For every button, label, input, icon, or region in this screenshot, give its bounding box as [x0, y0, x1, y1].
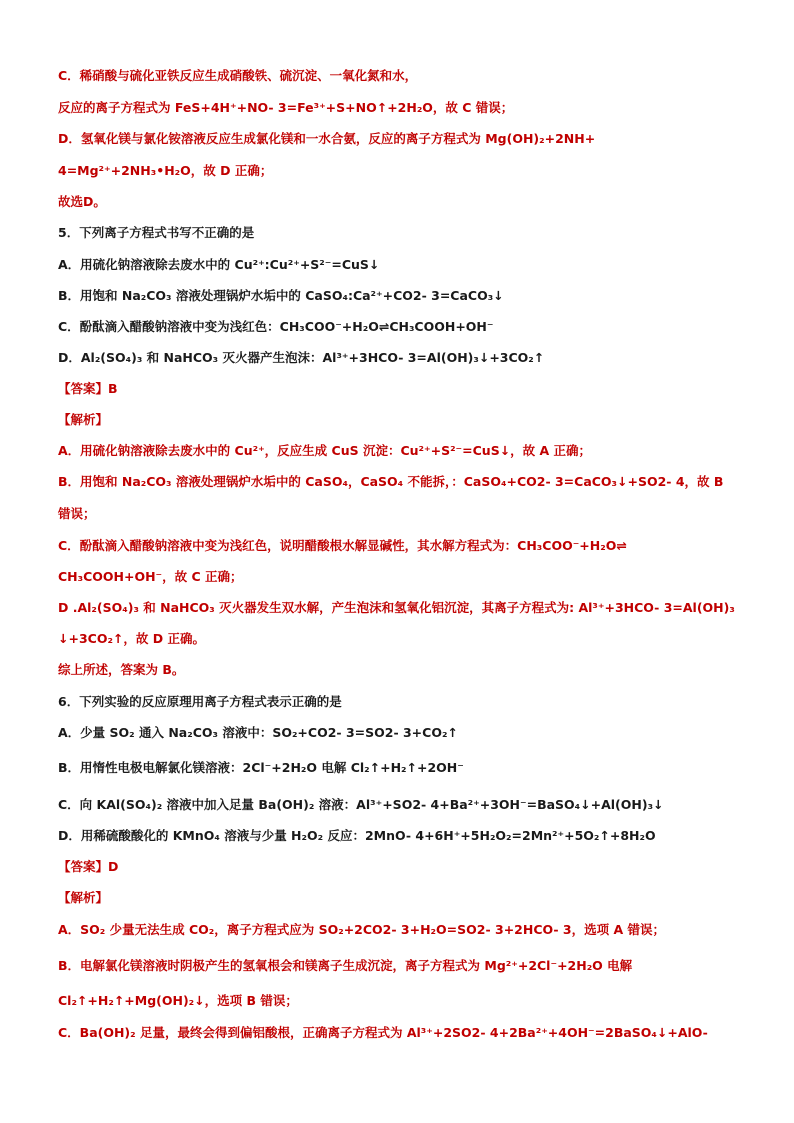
option-b: B．用惰性电极电解氯化镁溶液：2Cl⁻+2H₂O 电解 Cl₂↑+H₂↑+2OH⁻ — [58, 760, 464, 775]
text-line: B．电解氯化镁溶液时阴极产生的氢氧根会和镁离子生成沉淀，离子方程式为 Mg²⁺+2Cl⁻+2H₂O 电解 — [58, 958, 633, 973]
answer-label: 【答案】D — [58, 859, 119, 874]
text-line: D .Al₂(SO₄)₃ 和 NaHCO₃ 灭火器发生双水解，产生泡沫和氢氧化铝沉淀，其离子方程式为: Al³⁺+3HCO- 3=Al(OH)₃ — [58, 600, 735, 615]
answer-label: 【答案】B — [58, 381, 118, 396]
text-line: C．酚酞滴入醋酸钠溶液中变为浅红色，说明醋酸根水解显碱性，其水解方程式为：CH₃COO⁻+H₂O⇌ — [58, 538, 627, 553]
option-d: D．Al₂(SO₄)₃ 和 NaHCO₃ 灭火器产生泡沫：Al³⁺+3HCO- 3=Al(OH)₃↓+3CO₂↑ — [58, 350, 545, 365]
option-b: B．用饱和 Na₂CO₃ 溶液处理锅炉水垢中的 CaSO₄:Ca²⁺+CO2- 3=CaCO₃↓ — [58, 288, 504, 303]
text-line: ↓+3CO₂↑，故 D 正确。 — [58, 631, 205, 646]
text-line: 4=Mg²⁺+2NH₃•H₂O，故 D 正确； — [58, 163, 273, 178]
option-a: A．少量 SO₂ 通入 Na₂CO₃ 溶液中：SO₂+CO2- 3=SO2- 3+CO₂↑ — [58, 725, 458, 740]
text-line: 错误； — [58, 506, 96, 521]
option-d: D．用稀硫酸酸化的 KMnO₄ 溶液与少量 H₂O₂ 反应：2MnO- 4+6H⁺+5H₂O₂=2Mn²⁺+5O₂↑+8H₂O — [58, 828, 656, 843]
text-line: C．稀硝酸与硫化亚铁反应生成硝酸铁、硫沉淀、一氧化氮和水， — [58, 68, 418, 83]
text-line: 反应的离子方程式为 FeS+4H⁺+NO- 3=Fe³⁺+S+NO↑+2H₂O，故 C 错误； — [58, 100, 514, 115]
text-line: 综上所述，答案为 B。 — [58, 662, 185, 677]
text-line: C．Ba(OH)₂ 足量，最终会得到偏铝酸根，正确离子方程式为 Al³⁺+2SO2- 4+2Ba²⁺+4OH⁻=2BaSO₄↓+AlO- — [58, 1025, 708, 1040]
text-line: Cl₂↑+H₂↑+Mg(OH)₂↓，选项 B 错误； — [58, 993, 298, 1008]
text-line: A．SO₂ 少量无法生成 CO₂，离子方程式应为 SO₂+2CO2- 3+H₂O=SO2- 3+2HCO- 3，选项 A 错误； — [58, 922, 665, 937]
option-a: A．用硫化钠溶液除去废水中的 Cu²⁺:Cu²⁺+S²⁻=CuS↓ — [58, 257, 380, 272]
text-line: A．用硫化钠溶液除去废水中的 Cu²⁺，反应生成 CuS 沉淀：Cu²⁺+S²⁻=CuS↓，故 A 正确； — [58, 443, 592, 458]
analysis-label: 【解析】 — [58, 412, 109, 427]
option-c: C．向 KAl(SO₄)₂ 溶液中加入足量 Ba(OH)₂ 溶液：Al³⁺+SO2- 4+Ba²⁺+3OH⁻=BaSO₄↓+Al(OH)₃↓ — [58, 797, 664, 812]
text-line: B．用饱和 Na₂CO₃ 溶液处理锅炉水垢中的 CaSO₄，CaSO₄ 不能拆，：CaSO₄+CO2- 3=CaCO₃↓+SO2- 4，故 B — [58, 474, 724, 489]
option-c: C．酚酞滴入醋酸钠溶液中变为浅红色：CH₃COO⁻+H₂O⇌CH₃COOH+OH⁻ — [58, 319, 494, 334]
question-title: 6．下列实验的反应原理用离子方程式表示正确的是 — [58, 694, 342, 709]
question-title: 5．下列离子方程式书写不正确的是 — [58, 225, 255, 240]
analysis-label: 【解析】 — [58, 890, 109, 905]
text-line: 故选D。 — [58, 194, 106, 209]
text-line: D．氢氧化镁与氯化铵溶液反应生成氯化镁和一水合氨，反应的离子方程式为 Mg(OH)₂+2NH+ — [58, 131, 596, 146]
text-line: CH₃COOH+OH⁻，故 C 正确； — [58, 569, 243, 584]
